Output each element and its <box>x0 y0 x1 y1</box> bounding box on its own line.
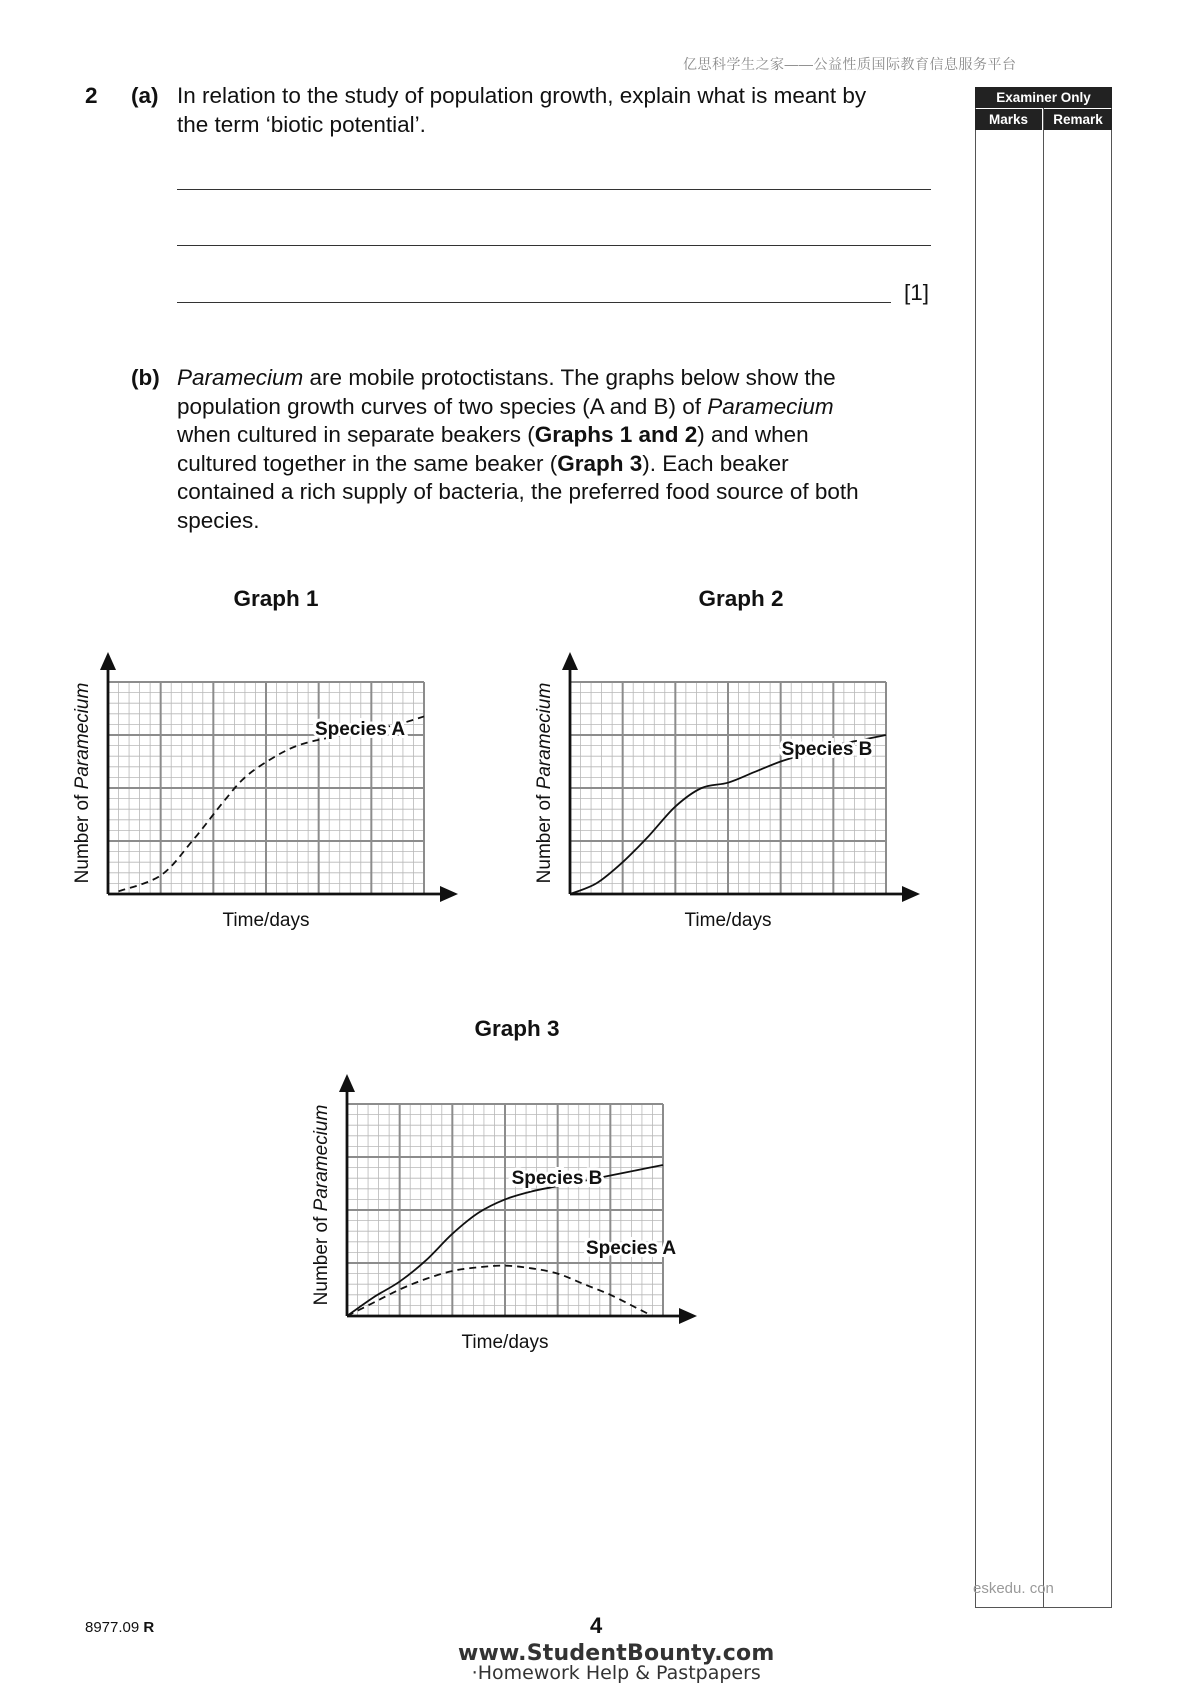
part-b-line-6: species. <box>177 507 260 533</box>
series-label: Species A <box>314 719 406 740</box>
series-line-species-a <box>347 1266 652 1316</box>
part-a-label: (a) <box>131 83 159 108</box>
series-line-species-a <box>119 716 424 891</box>
remark-column-heading: Remark <box>1044 109 1112 130</box>
examiner-column-divider <box>1043 108 1044 1608</box>
y-axis-arrow <box>339 1074 355 1092</box>
header-watermark: 亿思科学生之家——公益性质国际教育信息服务平台 <box>683 56 1017 72</box>
page-number: 4 <box>590 1613 603 1638</box>
graph-2-title: Graph 2 <box>698 586 784 611</box>
part-a-line-2: the term ‘biotic potential’. <box>177 111 426 137</box>
x-axis-arrow <box>679 1308 697 1324</box>
answer-line[interactable] <box>177 189 931 190</box>
y-axis-arrow <box>562 652 578 670</box>
italic-term: Paramecium <box>177 365 304 390</box>
y-axis-arrow <box>100 652 116 670</box>
part-a-marks: [1] <box>904 280 930 305</box>
studentbounty-stamp <box>458 1641 774 1684</box>
part-a-text <box>177 82 866 139</box>
series-label: Species A <box>585 1238 677 1259</box>
question-number: 2 <box>85 83 98 108</box>
part-b-line-3: when cultured in separate beakers (Graphs 1 and 2) and when <box>177 422 809 447</box>
x-axis-arrow <box>902 886 920 902</box>
part-b-text <box>177 364 859 535</box>
graph-1-title: Graph 1 <box>233 586 319 611</box>
paper-code: 8977.09 R <box>85 1619 155 1636</box>
part-a-line-1: In relation to the study of population growth, explain what is meant by <box>177 83 867 108</box>
series-label: Species B <box>781 739 873 760</box>
y-axis-label: Number of Paramecium <box>72 682 93 884</box>
x-axis-label: Time/days <box>222 910 310 931</box>
part-b-line-4: cultured together in the same beaker (Graph 3). Each beaker <box>177 450 789 476</box>
corner-watermark: eskedu. con <box>973 1580 1054 1597</box>
graph-3 <box>299 1062 739 1353</box>
graph-1 <box>60 640 500 931</box>
series-label: Species B <box>511 1168 603 1189</box>
part-b-line-5: contained a rich supply of bacteria, the preferred food source of both <box>177 479 859 504</box>
y-axis-label: Number of Paramecium <box>534 682 555 884</box>
answer-line[interactable] <box>177 245 931 246</box>
y-axis-label: Number of Paramecium <box>311 1104 332 1306</box>
answer-line[interactable] <box>177 302 891 303</box>
examiner-only-heading: Examiner Only <box>975 87 1112 108</box>
part-b-label: (b) <box>131 365 160 390</box>
graph-3-title: Graph 3 <box>474 1016 560 1041</box>
marks-column-heading: Marks <box>975 109 1042 130</box>
x-axis-label: Time/days <box>461 1332 549 1353</box>
graph-2 <box>522 640 962 931</box>
x-axis-label: Time/days <box>684 910 772 931</box>
part-b-line-1: Paramecium are mobile protoctistans. The graphs below show the <box>177 365 836 390</box>
stamp-line-1: www.StudentBounty.com <box>458 1641 775 1666</box>
x-axis-arrow <box>440 886 458 902</box>
part-b-line-2: population growth curves of two species (A and B) of Paramecium <box>177 393 834 419</box>
stamp-line-2: ·Homework Help & Pastpapers <box>471 1662 761 1684</box>
italic-term: Paramecium <box>707 393 834 419</box>
